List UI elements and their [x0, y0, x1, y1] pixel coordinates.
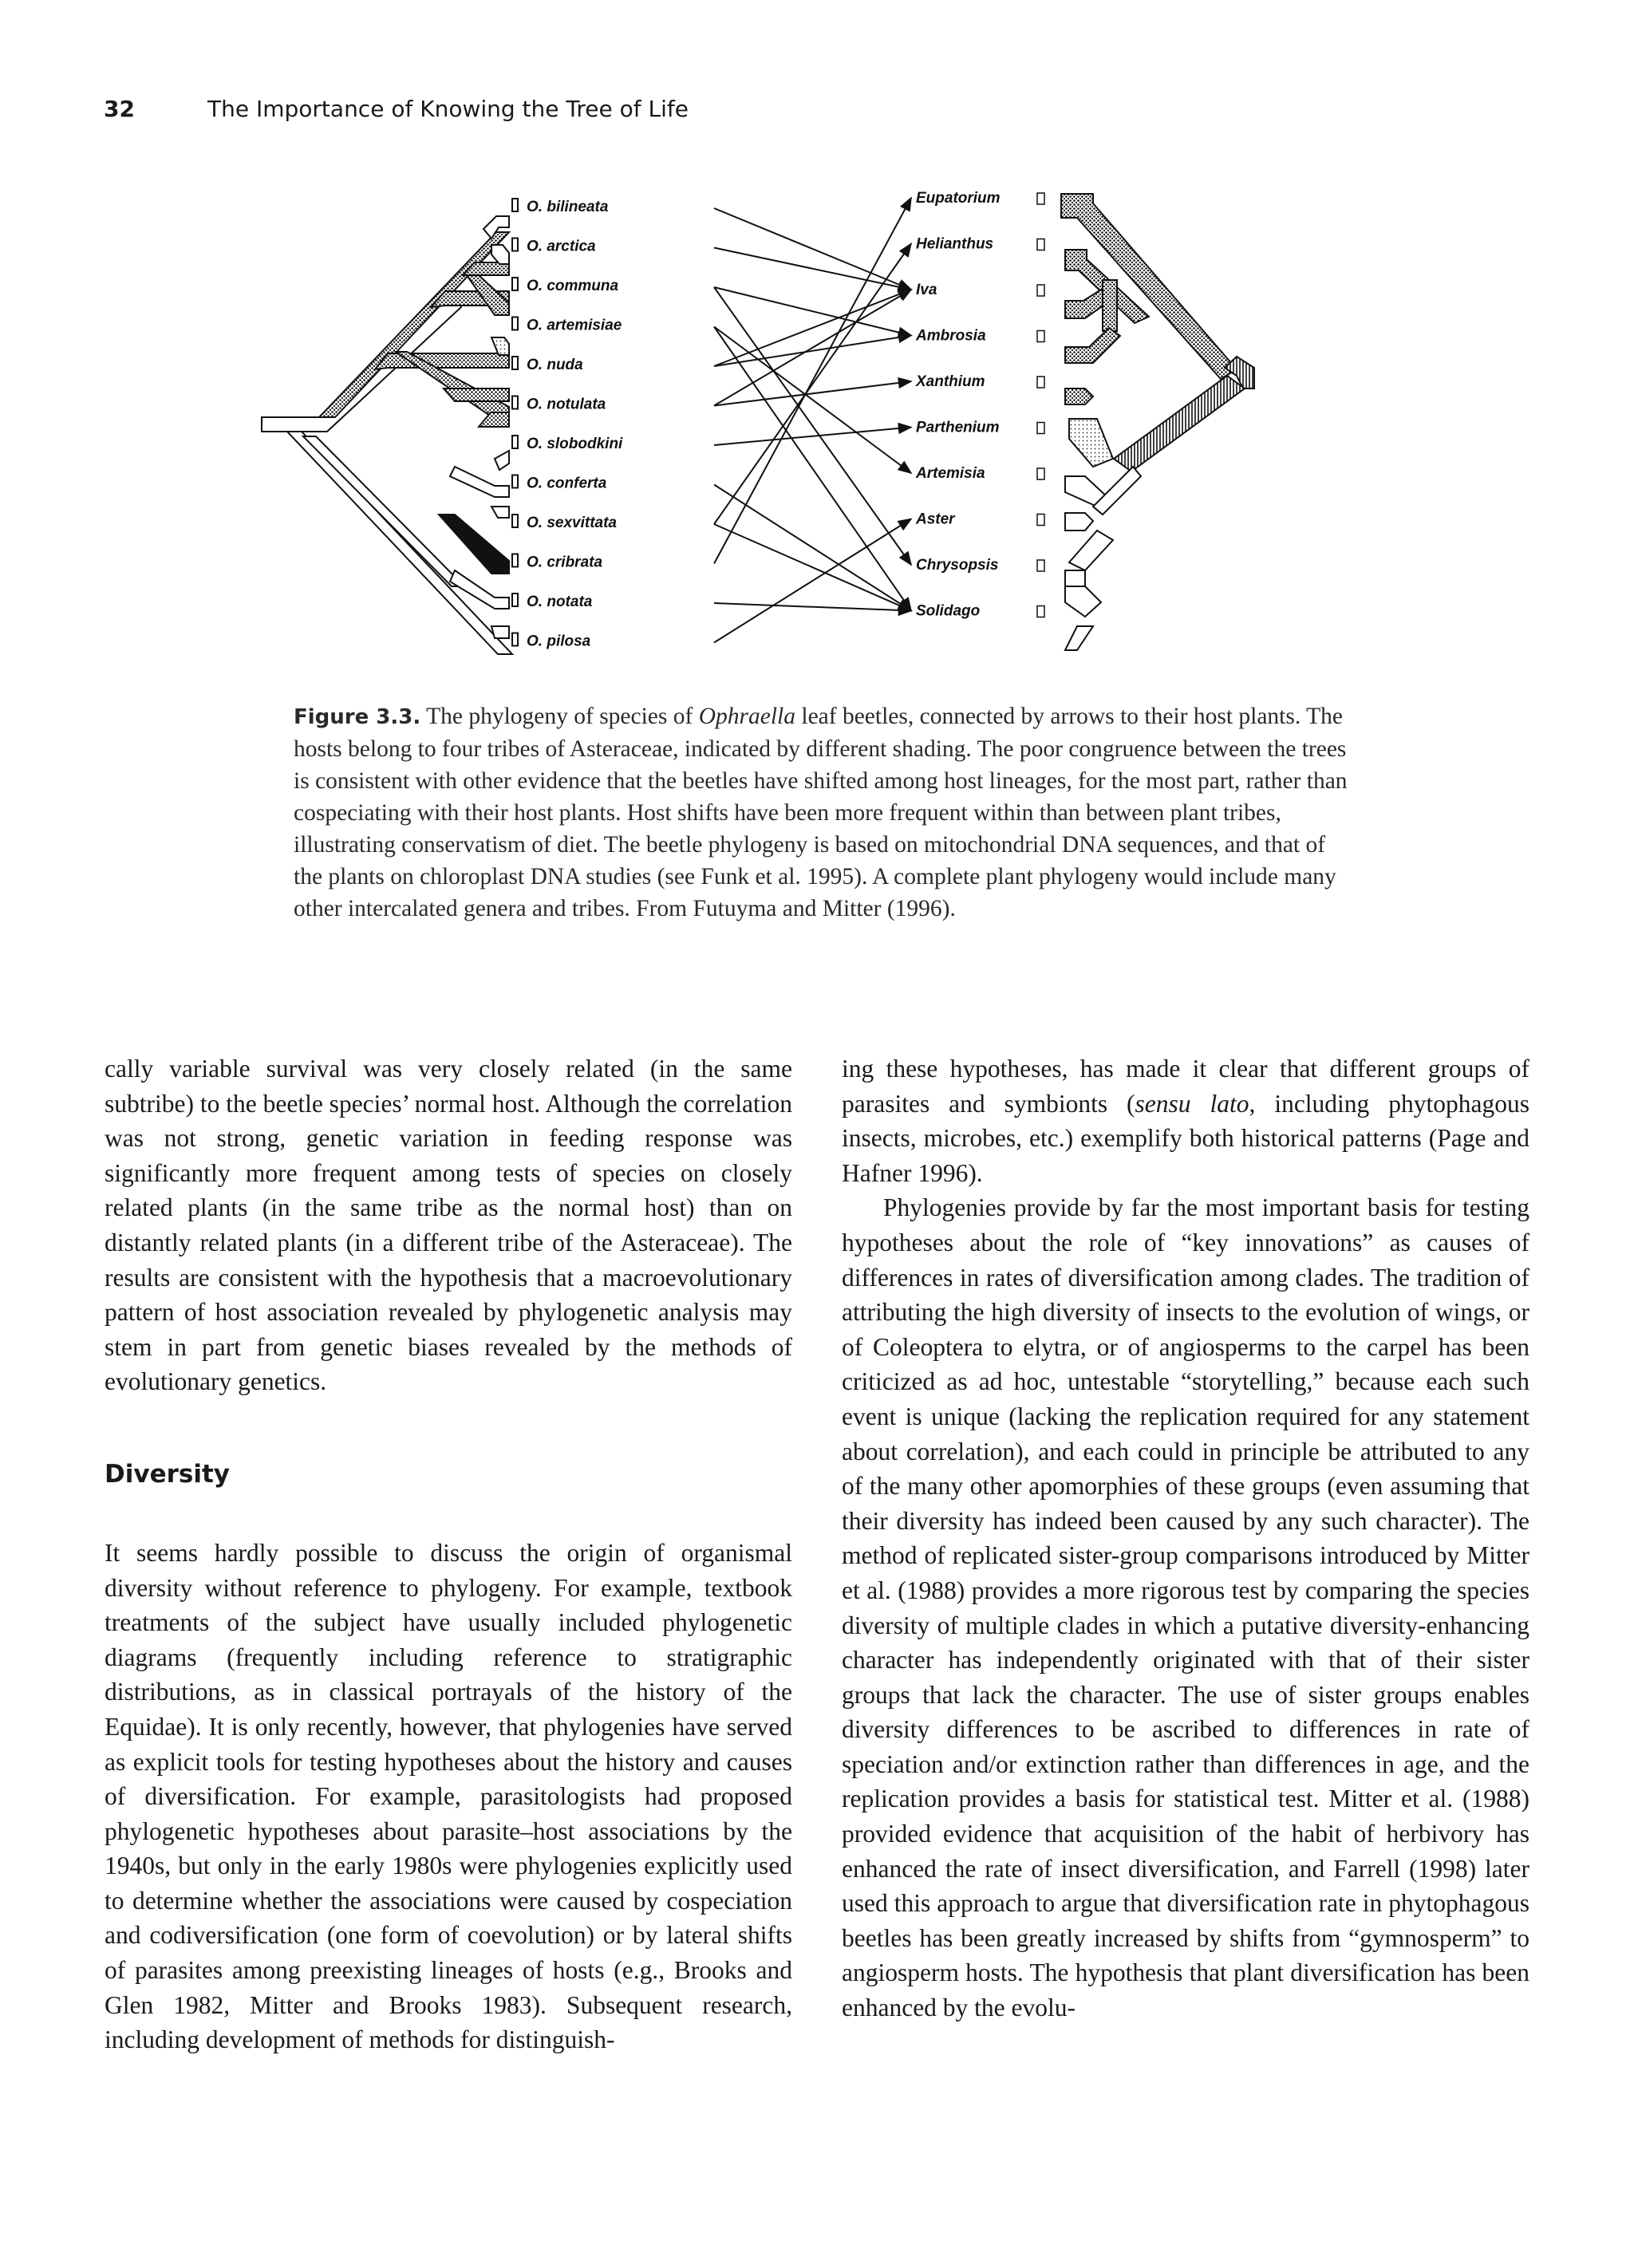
host-terminal-mark	[1037, 239, 1044, 250]
beetle-terminal-mark	[512, 554, 518, 567]
caption-text-2: leaf beetles, connected by arrows to their host plants. The hosts belong to four tribes of Asteraceae, indicated by different shading. The poor congruence between the trees is consistent with other evidence that the beetles have shifted among host lineages, for the most part, rather than cospeciating with their host plants. Host shifts have been more frequent within than between plant tribes, illustrating conservatism of diet. The beetle phylogeny is based on mitochondrial DNA sequences, and that of the plants on chloroplast DNA studies (see Funk et al. 1995). A complete plant phylogeny would include many other intercalated genera and tribes. From Futuyma and Mitter (1996).	[294, 704, 1348, 921]
host-terminal-mark	[1037, 468, 1044, 479]
host-plant-label: Solidago	[916, 602, 981, 620]
running-title: The Importance of Knowing the Tree of Life	[207, 96, 689, 122]
beetle-species-label: O. notulata	[527, 396, 606, 413]
host-association-arrows	[714, 198, 911, 643]
host-terminal-mark	[1037, 285, 1044, 296]
host-plant-label: Parthenium	[916, 419, 1000, 436]
host-terminal-mark	[1037, 560, 1044, 571]
host-terminal-mark	[1037, 193, 1044, 204]
association-arrow	[714, 244, 911, 525]
paragraph-text: , including phytophagous insects, microbes, etc.) exemplify both historical patterns (Page and Hafner 1996).	[842, 1089, 1529, 1187]
host-terminal-mark	[1037, 377, 1044, 388]
association-arrow	[714, 290, 911, 406]
host-plant-label: Aster	[916, 511, 955, 528]
host-terminal-mark	[1037, 606, 1044, 617]
host-terminal-mark	[1037, 515, 1044, 526]
association-arrow	[714, 208, 911, 290]
beetle-species-label: O. nuda	[527, 357, 583, 373]
host-plant-label: Ambrosia	[916, 327, 986, 345]
host-labels	[915, 190, 1001, 620]
page-number: 32	[104, 96, 135, 122]
host-plant-label: Eupatorium	[916, 190, 1001, 207]
figure-label: Figure 3.3.	[294, 705, 421, 729]
caption-taxon: Ophraella	[698, 704, 795, 729]
beetle-species-label: O. notata	[527, 594, 593, 610]
beetle-terminal-mark	[512, 594, 518, 606]
host-plant-label: Artemisia	[916, 465, 985, 482]
paragraph: cally variable survival was very closely related (in the same subtribe) to the beetle species’ normal host. Although the correlation was not strong, genetic variation in feeding response was significantly more frequent among tests of species on closely related plants (in the same tribe as the normal host) than on distantly related plants (in a different tribe of the Asteraceae). The results are consistent with the hypothesis that a macroevolutionary pattern of host association revealed by phylogenetic analysis may stem in part from genetic biases revealed by the methods of evolutionary genetics.	[105, 1055, 792, 1396]
paragraph: Phylogenies provide by far the most important basis for testing hypotheses about the role of “key innovations” as causes of differences in rates of diversification among clades. The tradition of attributing the high diversity of insects to the evolution of wings, or of Coleoptera to elytra, or of angiosperms to the carpel has been criticized as ad hoc, untestable “storytelling,” because each such event is unique (lacking the replication required for any statement about correlation), and each could in principle be attributed to any of the many other apomorphies of these groups (even assuming that their diversity has indeed been caused by any such character). The method of replicated sister-group comparisons introduced by Mitter et al. (1988) provides a more rigorous test by comparing the species diversity of multiple clades in which a putative diversity-enhancing character has independently originated with that of their sister groups that lack the character. The use of sister groups enables diversity differences to be ascribed to differences in rate of speciation and/or extinction rather than differences in age, and the replication provides a basis for statistical test. Mitter et al. (1988) provided evidence that acquisition of the habit of herbivory has enhanced the rate of insect diversification, and Farrell (1998) later used this approach to argue that diversification rate in phytophagous beetles has been greatly increased by shifts from “gymnosperm” to angiosperm hosts. The hypothesis that plant diversification has been enhanced by the evolu-	[842, 1193, 1529, 2022]
beetle-species-label: O. pilosa	[527, 633, 591, 650]
beetle-terminal-mark	[512, 633, 518, 646]
beetle-terminal-mark	[512, 396, 518, 409]
association-arrow	[714, 327, 911, 474]
beetle-terminal-mark	[512, 515, 518, 527]
beetle-terminal-mark	[512, 318, 518, 330]
association-arrow	[714, 428, 911, 446]
beetle-species-label: O. artemisiae	[527, 317, 622, 334]
beetle-terminal-mark	[512, 475, 518, 488]
host-plant-label: Chrysopsis	[916, 557, 999, 574]
right-column	[842, 1051, 1529, 2025]
host-plant-label: Xanthium	[916, 373, 985, 390]
beetle-terminal-mark	[512, 239, 518, 251]
beetle-terminal-mark	[512, 436, 518, 448]
host-plant-label: Iva	[916, 282, 937, 298]
host-tree	[1037, 193, 1254, 650]
beetle-labels	[527, 199, 623, 650]
paragraph-text: ing these hypotheses, has made it clear that different groups of parasites and symbionts (	[842, 1055, 1529, 1118]
paragraph: It seems hardly possible to discuss the origin of organismal diversity without reference to phylogeny. For example, textbook treatments of the subject have usually included phylogenetic diagrams (frequently including reference to stratigraphic distributions, as in classical portrayals of the history of the Equidae). It is only recently, however, that phylogenies have served as explicit tools for testing hypotheses about the history and causes of diversification. For example, parasitologists had proposed phylogenetic hypotheses about parasite–host associations by the 1940s, but only in the early 1980s were phylogenies explicitly used to determine whether the associations were caused by cospeciation and codiversification (one form of coevolution) or by lateral shifts of parasites among preexisting lineages of hosts (e.g., Brooks and Glen 1982, Mitter and Brooks 1983). Subsequent research, including development of methods for distinguish-	[105, 1538, 792, 2054]
beetle-species-label: O. sexvittata	[527, 515, 617, 531]
beetle-species-label: O. communa	[527, 278, 619, 294]
figure-caption	[294, 700, 1355, 925]
beetle-species-label: O. bilineata	[527, 199, 609, 215]
phylogeny-diagram	[255, 179, 1388, 690]
host-terminal-mark	[1037, 331, 1044, 342]
beetle-species-label: O. cribrata	[527, 554, 603, 571]
beetle-terminal-mark	[512, 199, 518, 211]
beetle-tree	[262, 199, 518, 654]
association-arrow	[714, 485, 911, 611]
association-arrow	[714, 198, 911, 564]
caption-text-1: The phylogeny of species of	[426, 704, 693, 729]
figure-phylogeny	[255, 179, 1388, 690]
paragraph-italic: sensu lato	[1135, 1089, 1249, 1118]
association-arrow	[714, 603, 911, 611]
running-header	[104, 96, 689, 122]
beetle-species-label: O. arctica	[527, 238, 596, 255]
beetle-species-label: O. slobodkini	[527, 436, 623, 452]
beetle-species-label: O. conferta	[527, 475, 607, 492]
beetle-terminal-mark	[512, 357, 518, 369]
association-arrow	[714, 336, 911, 367]
beetle-terminal-mark	[512, 278, 518, 290]
paragraph	[842, 1051, 1529, 1190]
left-column	[105, 1051, 792, 2057]
section-heading-diversity: Diversity	[105, 1459, 230, 1489]
host-terminal-mark	[1037, 423, 1044, 434]
host-plant-label: Helianthus	[916, 235, 994, 253]
